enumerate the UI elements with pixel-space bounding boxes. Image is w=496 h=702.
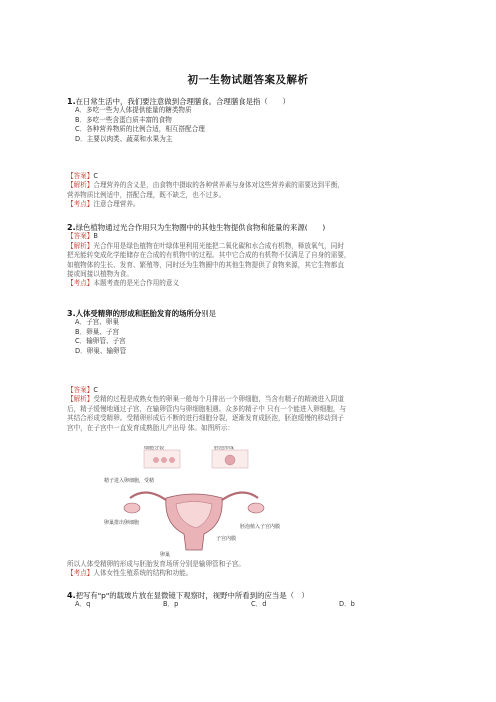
question-1 <box>67 97 427 144</box>
question-3-option-a: A．子宫、卵巢 <box>75 318 120 327</box>
analysis-line: 宫中，在子宫中一直发育成熟胎儿产出母 体。如图所示： <box>67 423 234 432</box>
analysis-line: 后，精子缓慢地通过子宫，在输卵管内与卵细胞相遇。众多的精子中 只有一个能进入卵细胞，与 <box>67 404 347 413</box>
question-3-solution <box>67 386 427 433</box>
ovary-right-shape <box>248 503 264 513</box>
question-3-option-b: B．卵巢、子宫 <box>75 327 120 336</box>
question-4-option-a: A．q <box>75 600 91 609</box>
analysis-line: 接或间接以植物为食。 <box>67 270 133 279</box>
question-4-stem: 4.把写有"p"的载玻片放在显微镜下观察时，视野中所看到的应当是（ ） <box>67 591 309 600</box>
question-4-option-b: B．p <box>163 600 179 609</box>
question-3-stem: 3.人体受精卵的形成和胚胎发育的场所分别是 <box>67 309 217 318</box>
point-line: 【考点】注意合理营养。 <box>67 200 140 209</box>
label-ovary: 卵巢 <box>160 552 171 558</box>
point-line: 【考点】人体女性生殖系统的结构和功能。 <box>67 569 193 578</box>
question-2-stem: 2.绿色植物通过光合作用只为生物圈中的其他生物提供食物和能量的来源( ) <box>67 223 326 232</box>
label-sperm-entry: 精子进入卵细胞，受精 <box>104 478 155 484</box>
question-4-options <box>67 600 427 609</box>
analysis-line: 【解析】受精的过程是成熟女性的卵巢一般每个月排出一个卵细胞，当含有精子的精液进入阴道 <box>67 395 344 404</box>
answer-line: 【答案】C <box>67 386 98 394</box>
point-line: 【考点】本题考查的是光合作用的意义 <box>67 279 180 288</box>
answer-line: 【答案】C <box>67 172 98 180</box>
question-3 <box>67 309 427 356</box>
question-2 <box>67 223 427 289</box>
reproductive-system-figure <box>104 446 284 558</box>
question-1-stem: 1.在日常生活中，我们要注意做到合理膳食。合理膳食是指（ ） <box>67 97 290 106</box>
question-1-option-c: C．各种营养物质的比例合适，相互搭配合理 <box>75 125 205 134</box>
ovary-left-shape <box>124 503 140 513</box>
label-implantation: 胚泡植入子宫内膜 <box>240 524 281 530</box>
analysis-line: 【解析】合理营养的含义是，由食物中摄取的各种营养素与身体对这些营养素的需要达到平衡， <box>67 181 344 190</box>
question-3-option-c: C．输卵管、子宫 <box>75 337 126 346</box>
question-1-option-d: D．主要以肉类、蔬菜和水果为主 <box>75 134 173 143</box>
label-endometrium: 子宫内膜 <box>216 536 237 542</box>
question-3-conclusion <box>67 560 427 579</box>
analysis-line: 如植物体的生长、发育、繁殖等，同时还为生物圈中的其他生物提供了食物来源，其它生物都直 <box>67 260 344 269</box>
label-ovulation: 卵巢排出卵细胞 <box>104 520 140 526</box>
label-blastocyst: 胚泡形成 <box>214 446 235 451</box>
conclusion-line: 所以人体受精卵的形成与胚胎发育场所分别是输卵管和子宫。 <box>67 560 246 568</box>
page-title: 初一生物试题答案及解析 <box>187 74 309 86</box>
answer-line: 【答案】B <box>67 232 98 241</box>
question-3-option-d: D．卵巢、输卵管 <box>75 346 127 355</box>
label-cell-division: 细胞分裂 <box>144 446 165 451</box>
analysis-line: 其结合形成受精卵。受精卵形成后不断的进行细胞分裂，逐渐发育成胚泡，胚泡缓慢的移动到子 <box>67 414 344 423</box>
analysis-line: 【解析】光合作用是绿色植物在叶绿体里利用光能把二氧化碳和水合成有机物，释放氧气，同时 <box>67 241 344 250</box>
analysis-line: 营养物质比例适中，搭配合理，既不缺乏，也不过多。 <box>67 190 226 199</box>
question-1-solution <box>67 172 427 210</box>
question-4 <box>67 591 427 610</box>
question-1-option-b: B．多吃一些含蛋白质丰富的食物 <box>75 115 172 124</box>
question-1-option-a: A．多吃一些为人体提供能量的糖类物质 <box>75 106 192 115</box>
question-4-option-c: C．d <box>251 600 267 609</box>
analysis-line: 把光能转变成化学能储存在合成的有机物中的过程。其中它合成的有机物不仅满足了自身的需要， <box>67 251 351 260</box>
question-4-option-d: D．b <box>339 600 355 609</box>
